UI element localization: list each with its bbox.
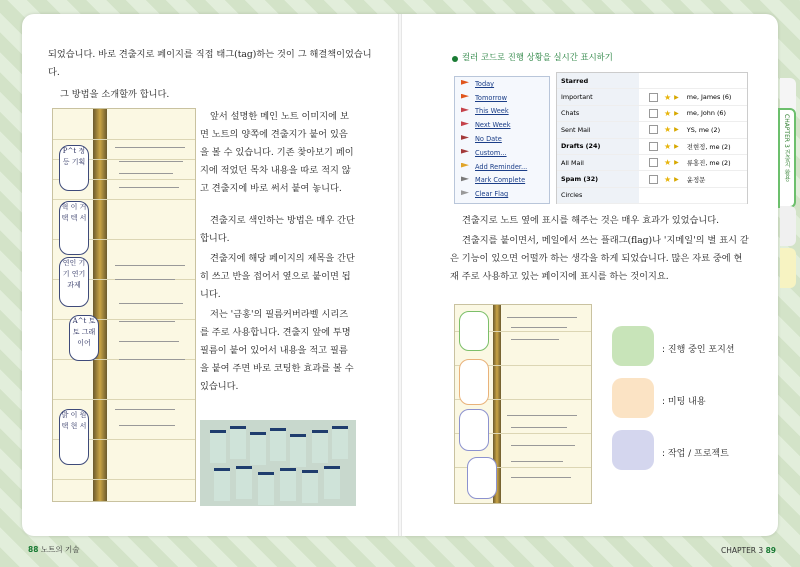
heading-bullet-icon — [452, 56, 458, 62]
flag-icon — [461, 135, 469, 143]
flag-icon — [461, 149, 469, 157]
flag-icon — [461, 121, 469, 129]
flag-menu-label: Today — [475, 79, 495, 88]
flag-menu-label: Add Reminder... — [475, 162, 528, 171]
right-page-number: 89 — [765, 546, 776, 555]
flag-menu-label: Clear Flag — [475, 190, 509, 199]
mail-folder: All Mail — [557, 155, 639, 170]
left-para-4: 저는 '금홍'의 필름커버라벨 시리즈를 주로 사용합니다. 견출지 앞에 투명 필름이 붙어 있어서 내용을 적고 필름을 붙여 주면 바로 코팅한 효과를 볼 수 있습니다. — [200, 309, 354, 392]
mail-folder: Spam (32) — [557, 171, 639, 186]
checkbox-icon — [649, 158, 658, 167]
notebook-tab-3: 연인 기기 연기 과제 — [59, 257, 89, 307]
left-para-1: 앞서 설명한 메인 노트 이미지에 보면 노트의 양쪽에 견출지가 붙어 있음을 볼 수 있습니다. 기존 찾아보기 페이지에 적었던 목차 내용을 따로 적지 않고 견출지에 바로 써서 붙여 놓니다. — [200, 111, 354, 194]
film-label-photo — [200, 420, 356, 506]
legend-label-1: : 진행 중인 포지션 — [662, 345, 735, 355]
flag-icon — [461, 107, 469, 115]
mail-folder: Circles — [557, 188, 639, 203]
notebook-tab-4: A^t 토토 그래이어 — [69, 315, 99, 361]
side-tab-3 — [780, 206, 796, 246]
left-book-title: 노트의 기술 — [40, 545, 80, 554]
right-para-2: 견출지를 붙이면서, 메일에서 쓰는 플래그(flag)나 '지메일'의 별 표시 같은 기능이 있으면 어떨까 하는 생각을 하게 되었습니다. 많은 자료 중에 현재 주로 사용하고 있는 페이지에 표시를 하는 것이지요. — [450, 235, 749, 282]
star-icon: ★ — [664, 92, 672, 102]
mail-row — [557, 139, 747, 155]
legend-chip-green — [612, 326, 654, 366]
side-tab-chapter — [778, 108, 796, 208]
left-para-3: 견출지에 해당 페이지의 제목을 간단히 쓰고 반을 접어서 옆으로 붙이면 됩니다. — [200, 253, 355, 300]
gmail-screenshot — [556, 72, 748, 204]
flag-menu-item — [455, 187, 549, 201]
flag-menu-item — [455, 174, 549, 188]
checkbox-icon — [649, 109, 658, 118]
important-icon: ▶ — [674, 109, 679, 117]
mail-sender: 류홍진, me (2) — [686, 159, 731, 168]
flag-menu-label: This Week — [475, 107, 509, 116]
flag-menu-item — [455, 105, 549, 119]
mail-row — [557, 122, 747, 138]
flag-menu-label: Custom... — [475, 148, 507, 157]
mail-row — [557, 155, 747, 171]
right-para-1: 견출지로 노트 옆에 표시를 해주는 것은 매우 효과가 있었습니다. — [462, 215, 720, 226]
important-icon: ▶ — [674, 142, 679, 150]
checkbox-icon — [649, 125, 658, 134]
important-icon: ▶ — [674, 159, 679, 167]
mail-sender: 윤정문 — [686, 175, 706, 184]
legend-chip-orange — [612, 378, 654, 418]
star-icon: ★ — [664, 158, 672, 168]
notebook2-tab-4 — [467, 457, 497, 499]
side-tab-4 — [780, 248, 796, 288]
important-icon: ▶ — [674, 93, 679, 101]
right-chapter-label: CHAPTER 3 — [720, 546, 764, 555]
flag-icon — [461, 94, 469, 102]
mail-folder: Important — [557, 89, 639, 104]
left-top-text: 되었습니다. 바로 견출지로 페이지를 직접 태그(tag)하는 것이 그 해결책이었습니다. — [48, 49, 372, 78]
mail-folder: Sent Mail — [557, 122, 639, 137]
flag-menu-item — [455, 91, 549, 105]
notebook-tab-1: P^t 정등 기획 — [59, 145, 89, 191]
right-footer — [721, 546, 776, 555]
mail-sender: YS, me (2) — [686, 125, 721, 134]
mail-row — [557, 171, 747, 187]
notebook2-tab-2 — [459, 359, 489, 405]
important-icon: ▶ — [674, 126, 679, 134]
mail-sender: 전현정, me (2) — [686, 142, 731, 151]
flag-icon — [461, 80, 469, 88]
flag-menu-label: No Date — [475, 135, 502, 144]
notebook2-tab-1 — [459, 311, 489, 351]
checkbox-icon — [649, 93, 658, 102]
notebook-tab-2: 혁 이 거 택 텍 서 — [59, 201, 89, 255]
left-para-2: 견출지로 색인하는 방법은 매우 간단합니다. — [200, 215, 355, 244]
legend-label-2: : 미팅 내용 — [662, 397, 706, 407]
flag-menu-item — [455, 132, 549, 146]
left-footer — [28, 544, 79, 555]
flag-icon — [461, 163, 469, 171]
side-tab-label: CHAPTER 3 견출지 활용 — [783, 114, 790, 182]
mail-sender: me, John (6) — [686, 109, 726, 118]
left-intro: 그 방법을 소개할까 합니다. — [60, 89, 170, 100]
star-icon: ★ — [664, 174, 672, 184]
flag-menu-label: Next Week — [475, 121, 511, 130]
mail-row — [557, 89, 747, 105]
flag-menu-item — [455, 118, 549, 132]
checkbox-icon — [649, 142, 658, 151]
left-page-number: 88 — [28, 545, 39, 554]
legend-label-3: : 작업 / 프로젝트 — [662, 449, 729, 459]
star-icon: ★ — [664, 141, 672, 151]
notebook-photo-2 — [454, 304, 592, 504]
legend-chip-purple — [612, 430, 654, 470]
mail-row — [557, 73, 747, 89]
notebook-tab-5: 밝 이 원 택 현 서 — [59, 409, 89, 465]
mail-folder: Starred — [557, 73, 639, 88]
book-spine — [398, 14, 402, 536]
flag-menu-item — [455, 146, 549, 160]
flag-menu-label: Tomorrow — [475, 93, 507, 102]
flag-icon — [461, 190, 469, 198]
star-icon: ★ — [664, 108, 672, 118]
flag-menu-item — [455, 160, 549, 174]
flag-menu-screenshot — [454, 76, 550, 204]
mail-folder: Drafts (24) — [557, 139, 639, 154]
checkbox-icon — [649, 175, 658, 184]
notebook2-tab-3 — [459, 409, 489, 451]
star-icon: ★ — [664, 125, 672, 135]
important-icon: ▶ — [674, 175, 679, 183]
mail-row — [557, 188, 747, 204]
notebook-photo — [52, 108, 196, 502]
right-heading: 컬러 코드로 진행 상황을 실시간 표시하기 — [462, 52, 613, 62]
flag-menu-item — [455, 77, 549, 91]
flag-menu-label: Mark Complete — [475, 176, 526, 185]
mail-folder: Chats — [557, 106, 639, 121]
mail-row — [557, 106, 747, 122]
flag-icon — [461, 176, 469, 184]
mail-sender: me, James (6) — [686, 93, 732, 102]
notebook-binding — [93, 109, 107, 501]
